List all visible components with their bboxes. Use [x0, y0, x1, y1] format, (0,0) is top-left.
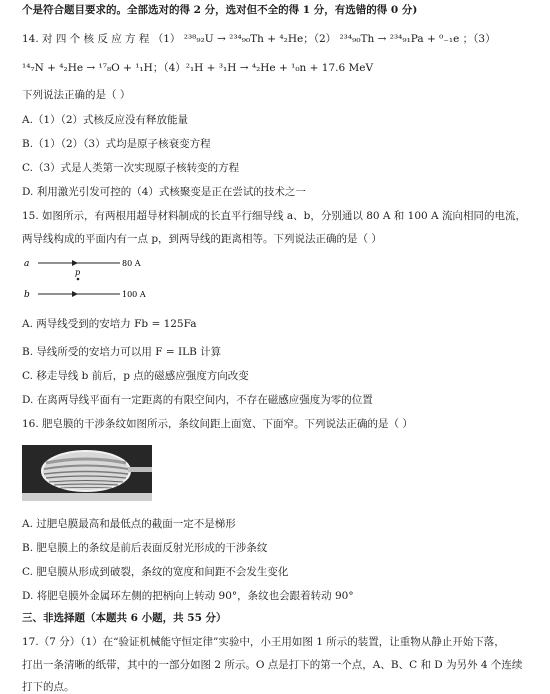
q15-option-c: C. 移走导线 b 前后，p 点的磁感应强度方向改变 — [22, 370, 249, 382]
q14-option-d: D. 利用激光引发可控的（4）式核聚变是正在尝试的技术之一 — [22, 186, 306, 198]
q15-option-a: A. 两导线受到的安培力 Fb = 125Fa — [22, 318, 197, 330]
q14-option-c: C.（3）式是人类第一次实现原子核转变的方程 — [22, 162, 240, 174]
section-3-heading: 三、非选择题（本题共 6 小题，共 55 分） — [22, 612, 227, 624]
q16-option-b: B. 肥皂膜上的条纹是前后表面反射光形成的干涉条纹 — [22, 542, 268, 554]
wire-b-arrow — [72, 291, 78, 297]
q16-option-d: D. 将肥皂膜外金属环左侧的把柄向上转动 90°，条纹也会跟着转动 90° — [22, 590, 354, 602]
parallel-wires-figure — [22, 252, 182, 302]
q15-option-b: B. 导线所受的安培力可以用 F = ILB 计算 — [22, 346, 222, 358]
q14-stem: 下列说法正确的是（ ） — [22, 89, 131, 101]
point-p-dot — [77, 278, 80, 281]
q17-line-1: 17.（7 分）（1）在“验证机械能守恒定律”实验中，小王用如图 1 所示的装置，让重物从静止开始下落， — [22, 636, 505, 648]
soap-film-photo — [22, 445, 152, 501]
q16-stem: 16. 肥皂膜的干涉条纹如图所示，条纹间距上面宽、下面窄。下列说法正确的是（ ） — [22, 418, 413, 430]
point-p-label: p — [75, 268, 81, 277]
ring-handle — [128, 467, 152, 472]
q14-equation-2: ¹⁴₇N + ⁴₂He → ¹⁷₈O + ¹₁H；（4）²₁H + ³₁H → ⁴₂He + ¹₀n + 17.6 MeV — [22, 62, 374, 74]
q16-option-c: C. 肥皂膜从形成到破裂，条纹的宽度和间距不会发生变化 — [22, 566, 289, 578]
q17-line-3: 打下的点。 — [22, 681, 75, 693]
wire-b-current: 100 A — [122, 290, 146, 299]
q14-equation-line-1 — [22, 33, 540, 46]
header-line: 个是符合题目要求的。全部选对的得 2 分，选对但不全的得 1 分，有选错的得 0 分) — [22, 4, 418, 16]
q17-line-2: 打出一条清晰的纸带，其中的一部分如图 2 所示。O 点是打下的第一个点，A、B、C 和 D 为另外 4 个连续 — [22, 659, 523, 671]
q14-option-b: B.（1）（2）（3）式均是原子核衰变方程 — [22, 138, 211, 150]
wire-a-current: 80 A — [122, 259, 141, 268]
q16-option-a: A. 过肥皂膜最高和最低点的截面一定不是梯形 — [22, 518, 236, 530]
wire-a-label: a — [24, 259, 30, 269]
q15-option-d: D. 在离两导线平面有一定距离的有限空间内，不存在磁感应强度为零的位置 — [22, 394, 373, 406]
q14-option-a: A.（1）（2）式核反应没有释放能量 — [22, 114, 189, 126]
wire-b-label: b — [24, 290, 30, 300]
q14-intro: 14. 对 四 个 核 反 应 方 程 （1） — [22, 33, 181, 45]
q15-stem-line-2: 两导线构成的平面内有一点 p，到两导线的距离相等。下列说法正确的是（ ） — [22, 233, 382, 245]
wire-a-arrow — [72, 260, 78, 266]
q14-equation-1: ²³⁸₉₂U → ²³⁴₉₀Th + ⁴₂He；（2） ²³⁴₉₀Th → ²³⁴₉₁Pa + ⁰₋₁e ；（3） — [183, 33, 496, 45]
q15-stem-line-1: 15. 如图所示，有两根用超导材料制成的长直平行细导线 a、b，分别通以 80 A 和 100 A 流向相同的电流， — [22, 210, 526, 222]
